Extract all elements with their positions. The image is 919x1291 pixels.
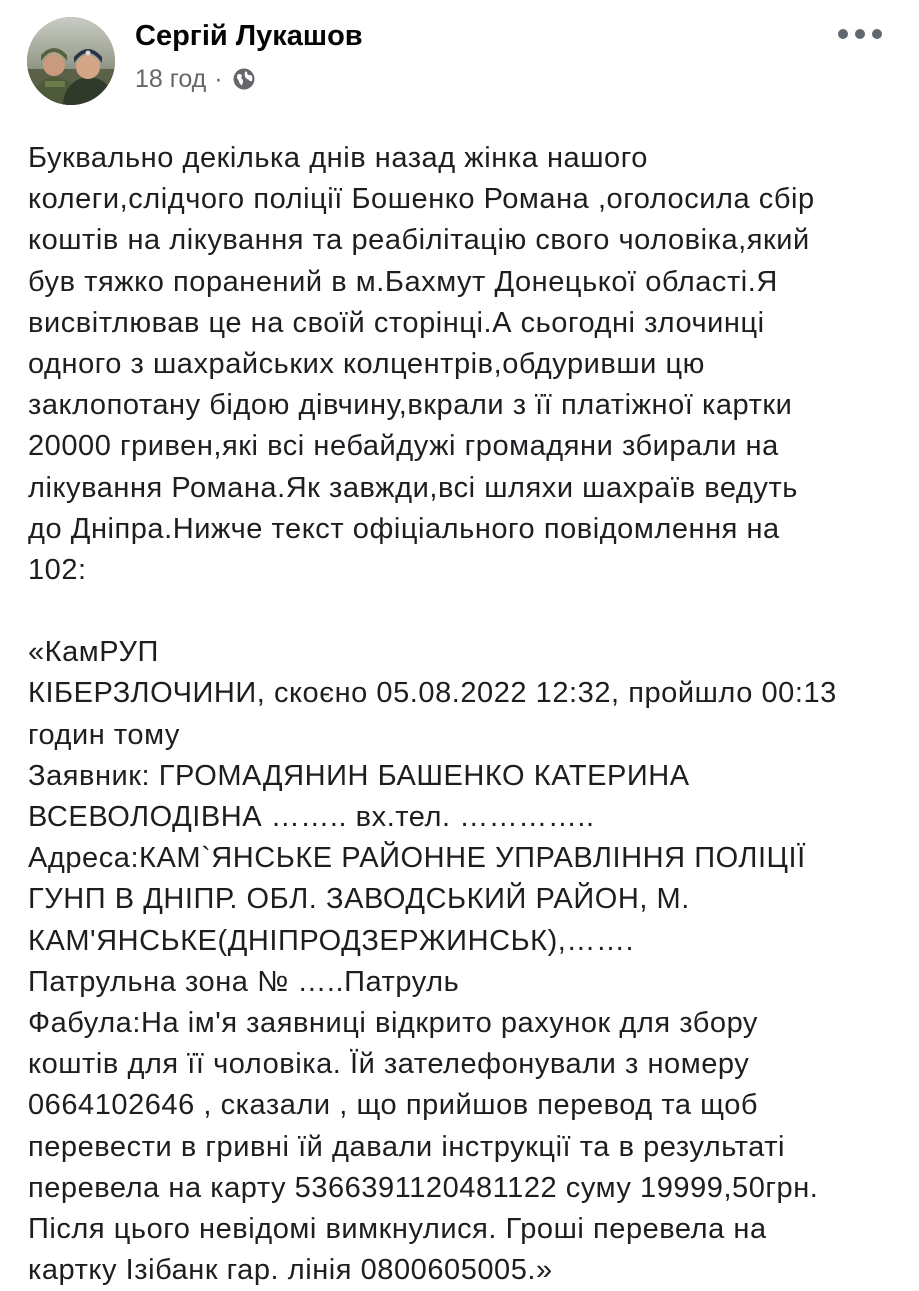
post-text-line: КІБЕРЗЛОЧИНИ, скоєно 05.08.2022 12:32, пройшло 00:13 <box>28 677 837 710</box>
post-text-line: Фабула:На ім'я заявниці відкрито рахунок для збору <box>28 1006 758 1039</box>
post-text-line: 0664102646 , сказали , що прийшов перевод та щоб <box>28 1089 759 1122</box>
post-text-line: Після цього невідомі вимкнулися. Гроші перевела на <box>28 1212 767 1245</box>
globe-icon <box>232 67 256 91</box>
post-text-line: Буквально декілька днів назад жінка нашого <box>28 142 648 174</box>
post-text-line: ВСЕВОЛОДІВНА …….. вх.тел. ………….. <box>28 801 595 833</box>
post-text-line: 102: <box>28 553 87 586</box>
post-text-line: картку Ізібанк гар. лінія 0800605005.» <box>28 1254 553 1287</box>
author-avatar[interactable] <box>27 17 115 105</box>
post-text-blank-line <box>28 591 908 632</box>
post-text-line: Патрульна зона № …..Патруль <box>28 965 460 998</box>
post-timestamp[interactable]: 18 год <box>135 65 207 93</box>
post-text-line: «КамРУП <box>28 636 159 669</box>
dot-icon <box>838 29 848 39</box>
post-meta <box>135 62 256 96</box>
post-text-line: колеги,слідчого поліції Бошенко Романа ,оголосила сбір <box>28 183 815 216</box>
post-text-line: Заявник: ГРОМАДЯНИН БАШЕНКО КАТЕРИНА <box>28 759 690 792</box>
post-text-line: ГУНП В ДНІПР. ОБЛ. ЗАВОДСЬКИЙ РАЙОН, М. <box>28 883 690 916</box>
post-text-line: висвітлював це на своїй сторінці.А сьогодні злочинці <box>28 306 765 339</box>
post-text-line: був тяжко поранений в м.Бахмут Донецької області.Я <box>28 265 778 298</box>
post-text-line: заклопотану бідою дівчину,вкрали з її платіжної картки <box>28 389 793 422</box>
post-text-line: перевела на карту 5366391120481122 суму 19999,50грн. <box>28 1171 819 1204</box>
post-text-line: до Дніпра.Нижче текст офіціального повідомлення на <box>28 512 780 545</box>
author-name[interactable]: Сергій Лукашов <box>135 20 363 52</box>
post-text-line: коштів на лікування та реабілітацію свого чоловіка,який <box>28 224 810 257</box>
dot-icon <box>855 29 865 39</box>
post-text-line: 20000 гривен,які всі небайдужі громадяни збирали на <box>28 430 779 463</box>
post-text-line: перевести в гривні їй давали інструкції та в результаті <box>28 1130 786 1163</box>
avatar-photo <box>27 17 115 105</box>
post-text-line: КАМ'ЯНСЬКЕ(ДНІПРОДЗЕРЖИНСЬК),……. <box>28 924 635 957</box>
post-text-line: одного з шахрайських колцентрів,обдуривши цю <box>28 347 705 380</box>
post-header <box>0 0 919 120</box>
more-options-icon[interactable] <box>838 22 882 46</box>
post-text-line: Адреса:КАМ`ЯНСЬКЕ РАЙОННЕ УПРАВЛІННЯ ПОЛІЦІЇ <box>28 842 806 875</box>
post-text <box>28 138 908 1291</box>
post-text-line: лікування Романа.Як завжди,всі шляхи шахраїв ведуть <box>28 471 798 504</box>
meta-separator: · <box>214 65 223 93</box>
post-text-line: коштів для її чоловіка. Їй зателефонували з номеру <box>28 1048 750 1081</box>
dot-icon <box>872 29 882 39</box>
post-text-line: годин тому <box>28 718 180 751</box>
